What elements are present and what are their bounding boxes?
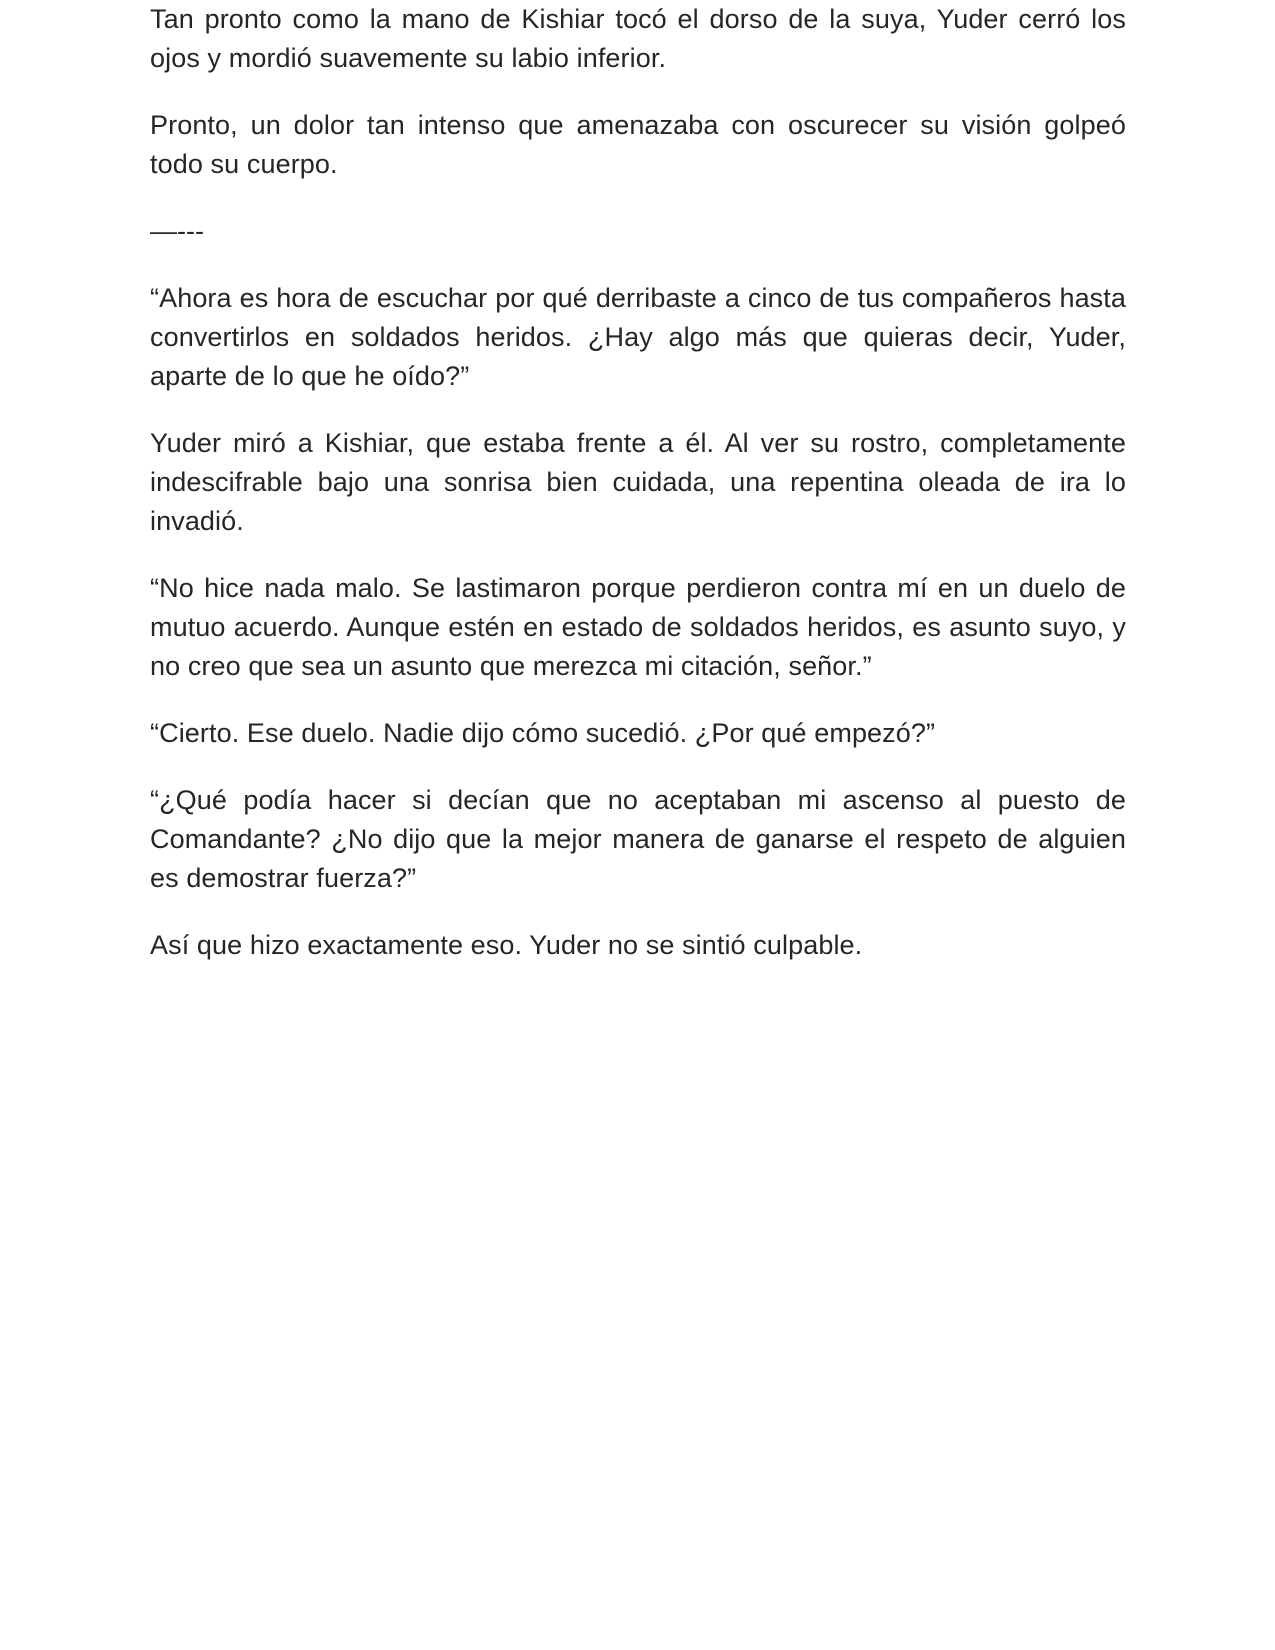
- paragraph-4: Yuder miró a Kishiar, que estaba frente a él. Al ver su rostro, completamente indescifrable bajo una sonrisa bien cuidada, una repentina oleada de ira lo invadió.: [150, 428, 1126, 536]
- paragraph-6: “Cierto. Ese duelo. Nadie dijo cómo sucedió. ¿Por qué empezó?”: [150, 718, 936, 748]
- paragraph-3: “Ahora es hora de escuchar por qué derribaste a cinco de tus compañeros hasta convertirlos en soldados heridos. ¿Hay algo más que quieras decir, Yuder, aparte de lo que he oído?”: [150, 283, 1126, 391]
- paragraph-8: Así que hizo exactamente eso. Yuder no se sintió culpable.: [150, 930, 863, 960]
- paragraph-2: Pronto, un dolor tan intenso que amenazaba con oscurecer su visión golpeó todo su cuerpo.: [150, 110, 1126, 179]
- paragraph-1: Tan pronto como la mano de Kishiar tocó el dorso de la suya, Yuder cerró los ojos y mordió suavemente su labio inferior.: [150, 4, 1126, 73]
- scene-separator: —---: [150, 216, 204, 246]
- paragraph-5: “No hice nada malo. Se lastimaron porque perdieron contra mí en un duelo de mutuo acuerdo. Aunque estén en estado de soldados heridos, es asunto suyo, y no creo que sea un asunto que merezca mi citación, señor.”: [150, 573, 1126, 681]
- paragraph-7: “¿Qué podía hacer si decían que no aceptaban mi ascenso al puesto de Comandante? ¿No dijo que la mejor manera de ganarse el respeto de alguien es demostrar fuerza?”: [150, 785, 1126, 893]
- document-page: [150, 0, 1126, 1650]
